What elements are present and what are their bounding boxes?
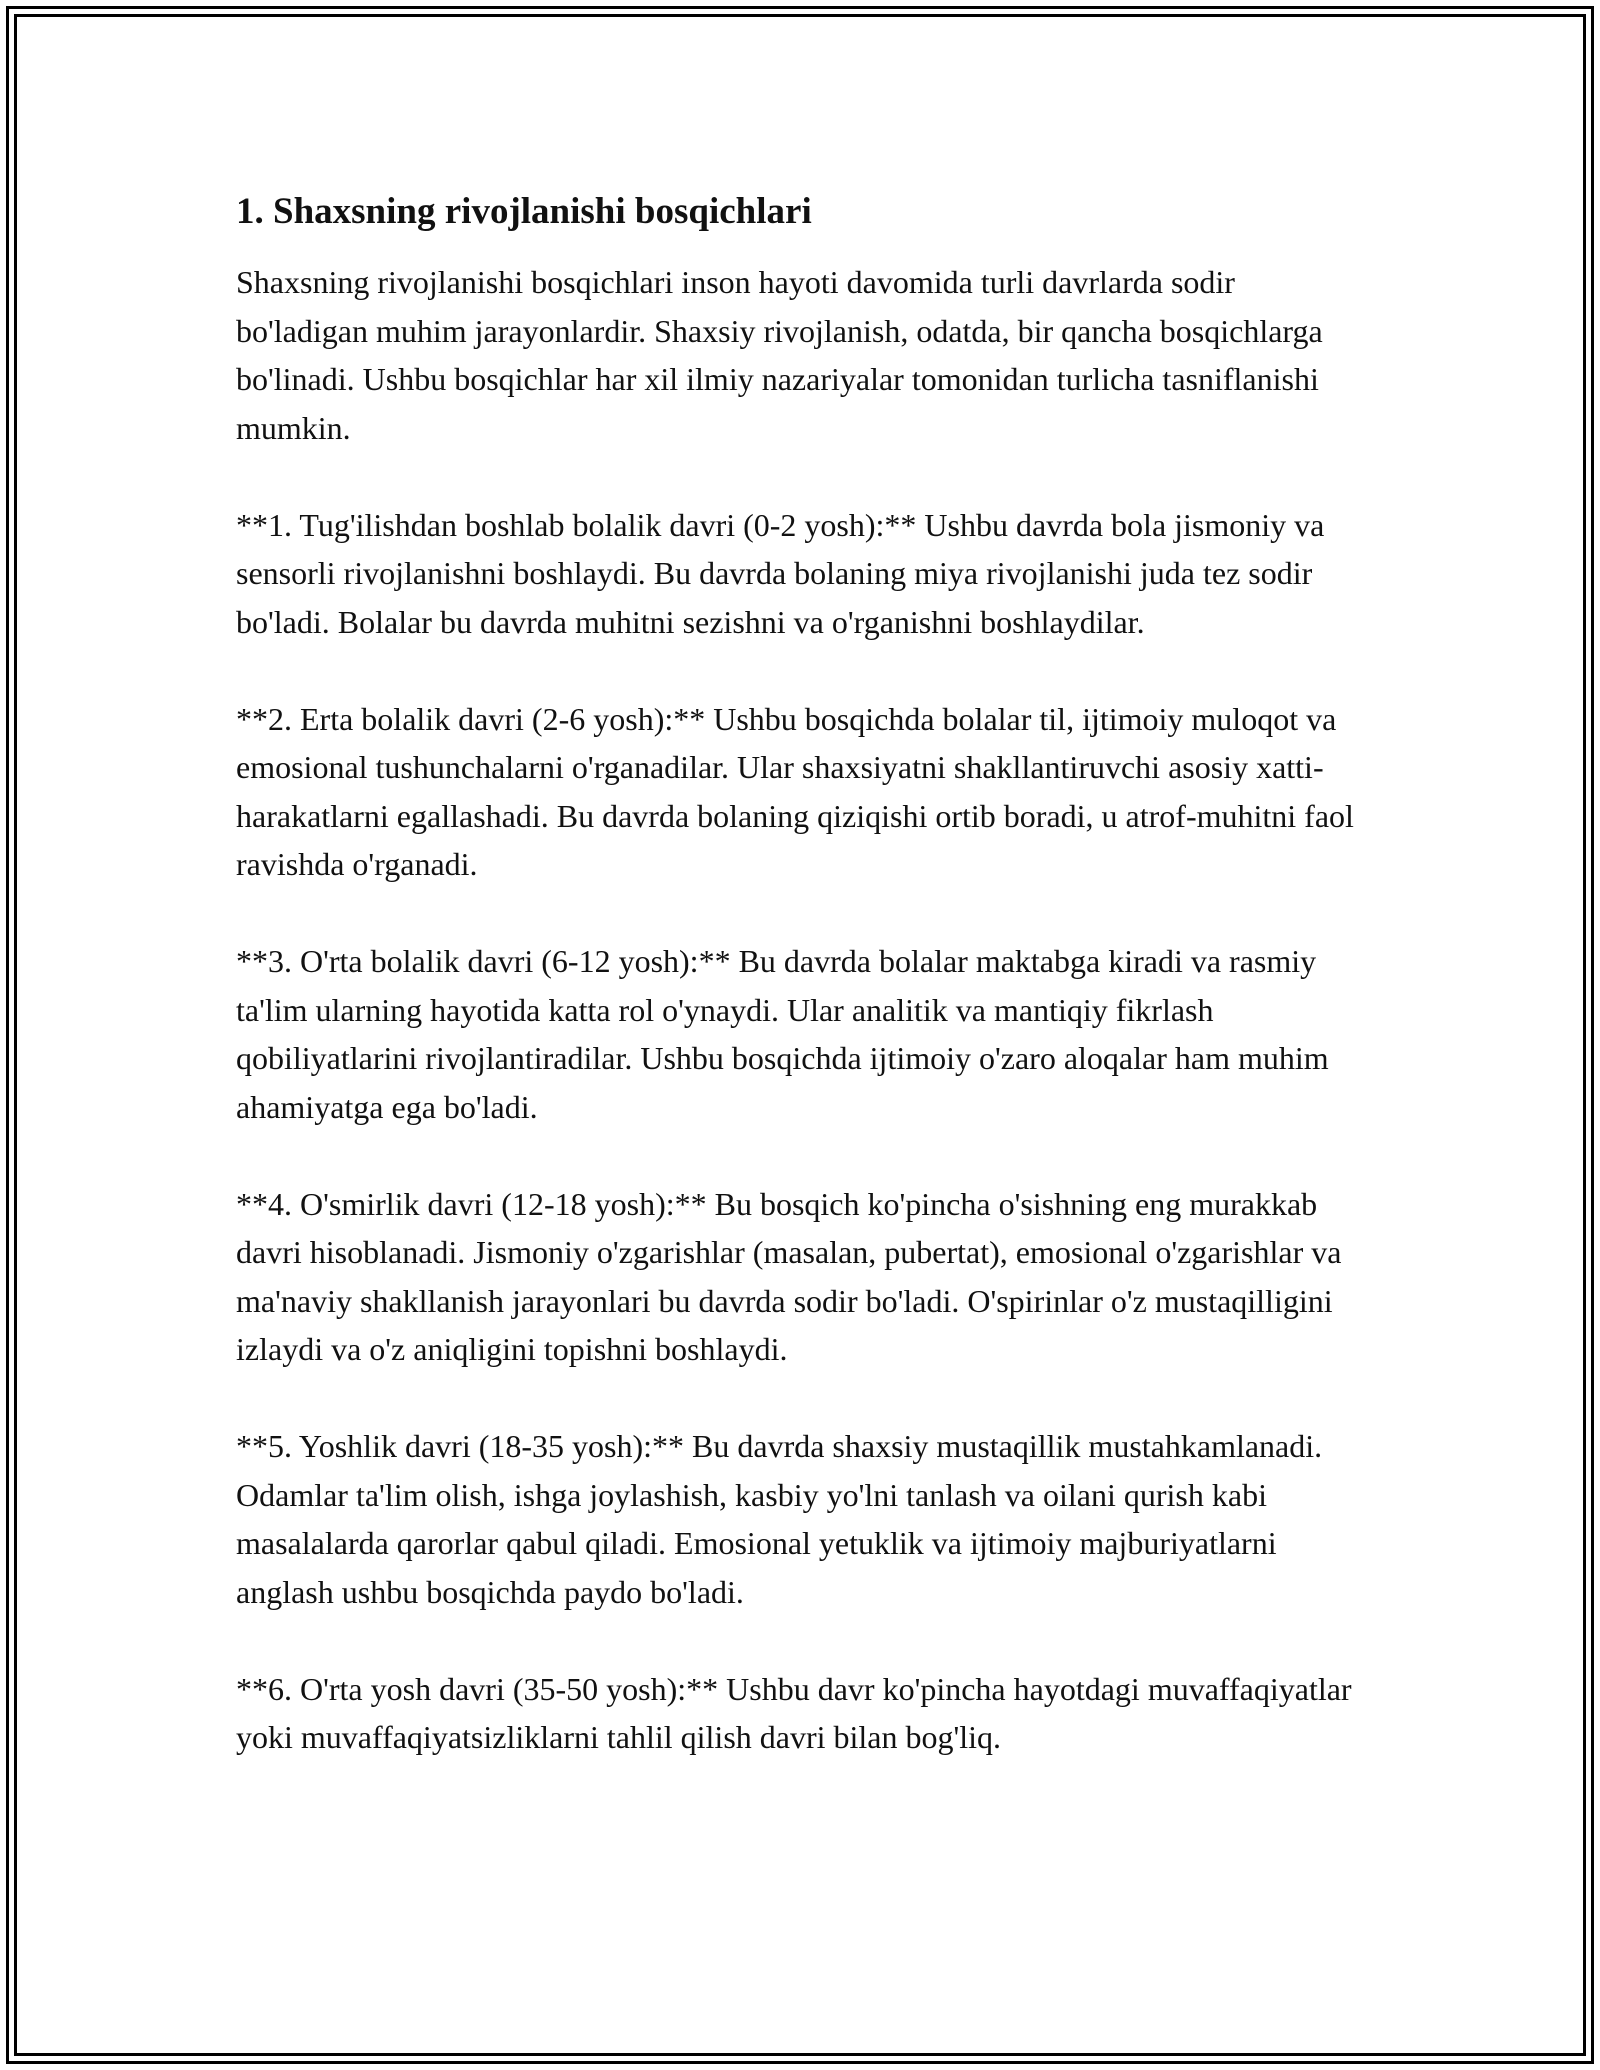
stage-4-paragraph: **4. O'smirlik davri (12-18 yosh):** Bu bosqich ko'pincha o'sishning eng murakkab davri hisoblanadi. Jismoniy o'zgarishlar (masalan, pubertat), emosional o'zgarishlar va ma'naviy shakllanish jarayonlari bu davrda sodir bo'ladi. O'spirinlar o'z mustaqilligini izlaydi va o'z aniqligini topishni boshlaydi. xyxy=(236,1185,1342,1367)
document-body xyxy=(236,188,1371,1810)
stage-1-paragraph: **1. Tug'ilishdan boshlab bolalik davri (0-2 yosh):** Ushbu davrda bola jismoniy va sensorli rivojlanishni boshlaydi. Bu davrda bolaning miya rivojlanishi juda tez sodir bo'ladi. Bolalar bu davrda muhitni sezishni va o'rganishni boshlaydilar. xyxy=(236,506,1325,640)
intro-paragraph: Shaxsning rivojlanishi bosqichlari inson hayoti davomida turli davrlarda sodir bo'ladigan muhim jarayonlardir. Shaxsiy rivojlanish, odatda, bir qancha bosqichlarga bo'linadi. Ushbu bosqichlar har xil ilmiy nazariyalar tomonidan turlicha tasniflanishi mumkin. xyxy=(236,264,1323,446)
section-heading: 1. Shaxsning rivojlanishi bosqichlari xyxy=(236,191,812,232)
stage-5-paragraph: **5. Yoshlik davri (18-35 yosh):** Bu davrda shaxsiy mustaqillik mustahkamlanadi. Odamlar ta'lim olish, ishga joylashish, kasbiy yo'lni tanlash va oilani qurish kabi masalalarda qarorlar qabul qiladi. Emosional yetuklik va ijtimoiy majburiyatlarni anglash ushbu bosqichda paydo bo'ladi. xyxy=(236,1428,1323,1610)
stage-2-paragraph: **2. Erta bolalik davri (2-6 yosh):** Ushbu bosqichda bolalar til, ijtimoiy muloqot va emosional tushunchalarni o'rganadilar. Ular shaxsiyatni shakllantiruvchi asosiy xatti-harakatlarni egallashadi. Bu davrda bolaning qiziqishi ortib boradi, u atrof-muhitni faol ravishda o'rganadi. xyxy=(236,700,1354,882)
stage-3-paragraph: **3. O'rta bolalik davri (6-12 yosh):** Bu davrda bolalar maktabga kiradi va rasmiy ta'lim ularning hayotida katta rol o'ynaydi. Ular analitik va mantiqiy fikrlash qobiliyatlarini rivojlantiradilar. Ushbu bosqichda ijtimoiy o'zaro aloqalar ham muhim ahamiyatga ega bo'ladi. xyxy=(236,943,1329,1125)
stage-6-paragraph: **6. O'rta yosh davri (35-50 yosh):** Ushbu davr ko'pincha hayotdagi muvaffaqiyatlar yoki muvaffaqiyatsizliklarni tahlil qilish davri bilan bog'liq. xyxy=(236,1670,1352,1755)
